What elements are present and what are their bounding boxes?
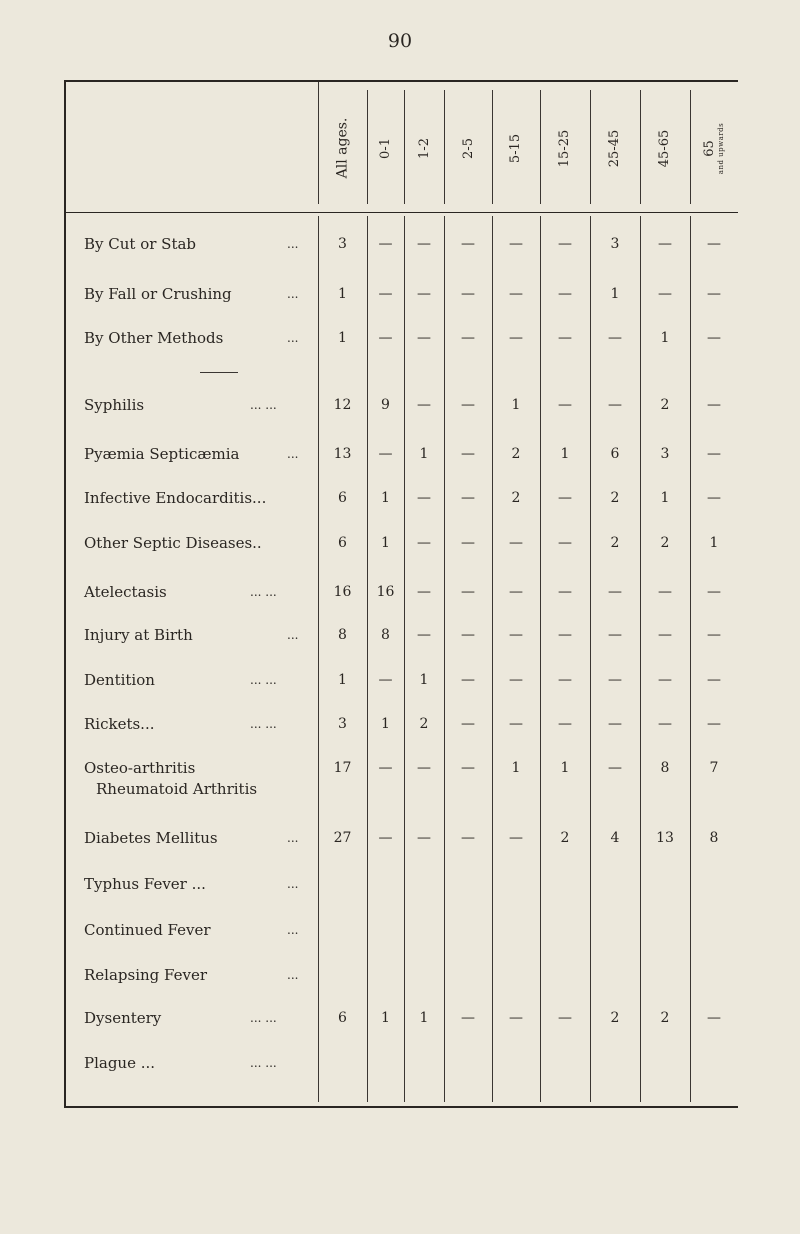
row-label: Continued Fever bbox=[84, 921, 211, 939]
table-cell: 12 bbox=[333, 397, 352, 413]
table-cell: 3 bbox=[660, 446, 670, 462]
column-header-label: 0-1 bbox=[378, 137, 393, 159]
table-cell: 9 bbox=[381, 397, 390, 413]
column-rule bbox=[492, 216, 493, 1102]
table-cell: — bbox=[378, 286, 393, 302]
table-cell: 8 bbox=[338, 627, 347, 643]
table-cell: — bbox=[417, 397, 431, 413]
table-cell: — bbox=[707, 446, 721, 462]
table-cell: 6 bbox=[338, 535, 347, 551]
table-cell: — bbox=[509, 535, 523, 551]
table-cell: — bbox=[509, 716, 523, 732]
column-header-note: and upwards bbox=[717, 122, 726, 174]
table-cell: — bbox=[461, 446, 475, 462]
table-cell: 8 bbox=[660, 760, 670, 776]
table-cell: 3 bbox=[610, 236, 620, 252]
table-cell: 13 bbox=[656, 830, 674, 846]
table-cell: — bbox=[461, 286, 475, 302]
table-cell: 1 bbox=[511, 760, 521, 776]
table-cell: 1 bbox=[560, 446, 570, 462]
column-header bbox=[318, 96, 367, 200]
table-cell: — bbox=[608, 584, 622, 600]
row-label: Pyæmia Septicæmia bbox=[84, 445, 240, 463]
row-label: Injury at Birth bbox=[84, 626, 193, 644]
table-cell: — bbox=[461, 1010, 475, 1026]
leader-dots: ... bbox=[287, 968, 299, 982]
leader-dots: ... bbox=[287, 331, 299, 345]
table-cell: — bbox=[417, 490, 431, 506]
table-cell: — bbox=[461, 490, 475, 506]
column-header bbox=[690, 96, 738, 200]
table-cell: — bbox=[658, 584, 672, 600]
table-cell: — bbox=[378, 236, 393, 252]
column-rule bbox=[540, 216, 541, 1102]
column-header bbox=[540, 96, 590, 200]
table-cell: 6 bbox=[338, 490, 347, 506]
table-cell: — bbox=[378, 446, 393, 462]
table-cell: 1 bbox=[560, 760, 570, 776]
table-cell: — bbox=[707, 1010, 721, 1026]
row-label: Rickets... bbox=[84, 715, 155, 733]
table-cell: 2 bbox=[610, 535, 620, 551]
column-rule bbox=[690, 216, 691, 1102]
table-cell: — bbox=[461, 330, 475, 346]
row-label: Dentition bbox=[84, 671, 155, 689]
table-cell: — bbox=[461, 627, 475, 643]
table-cell: 1 bbox=[660, 490, 670, 506]
table-cell: 6 bbox=[338, 1010, 347, 1026]
table-cell: — bbox=[608, 672, 622, 688]
table-cell: — bbox=[707, 330, 721, 346]
table-cell: 8 bbox=[709, 830, 719, 846]
table-cell: — bbox=[509, 584, 523, 600]
row-label-line2: Rheumatoid Arthritis bbox=[96, 780, 258, 798]
table-cell: — bbox=[509, 672, 523, 688]
column-header bbox=[404, 96, 444, 200]
table-cell: 1 bbox=[610, 286, 620, 302]
leader-dots: ... ... bbox=[250, 398, 277, 412]
column-header bbox=[367, 96, 404, 200]
table-cell: 1 bbox=[709, 535, 719, 551]
row-label: Atelectasis bbox=[84, 583, 167, 601]
table-cell: — bbox=[558, 672, 572, 688]
column-rule bbox=[444, 216, 445, 1102]
table-cell: — bbox=[558, 397, 572, 413]
table-cell: — bbox=[558, 627, 572, 643]
table-cell: — bbox=[707, 716, 721, 732]
table-cell: 4 bbox=[610, 830, 620, 846]
table-cell: 2 bbox=[419, 716, 429, 732]
table-cell: — bbox=[509, 286, 523, 302]
table-cell: — bbox=[461, 672, 475, 688]
leader-dots: ... bbox=[287, 923, 299, 937]
row-label: Infective Endocarditis... bbox=[84, 489, 267, 507]
table-cell: — bbox=[707, 286, 721, 302]
table-cell: — bbox=[509, 330, 523, 346]
table-cell: — bbox=[417, 760, 431, 776]
column-header-label: 15-25 bbox=[557, 129, 573, 167]
table-cell: 1 bbox=[381, 490, 390, 506]
table-cell: — bbox=[417, 330, 431, 346]
table-cell: 2 bbox=[660, 1010, 670, 1026]
table-cell: — bbox=[658, 716, 672, 732]
table-cell: — bbox=[558, 236, 572, 252]
column-rule bbox=[318, 216, 319, 1102]
row-label: Other Septic Diseases.. bbox=[84, 534, 262, 552]
section-separator bbox=[200, 372, 238, 373]
table-cell: 2 bbox=[610, 490, 620, 506]
table-cell: 6 bbox=[610, 446, 620, 462]
table-cell: — bbox=[417, 535, 431, 551]
leader-dots: ... ... bbox=[250, 1011, 277, 1025]
table-cell: 2 bbox=[560, 830, 570, 846]
table-cell: — bbox=[461, 760, 475, 776]
table-cell: 1 bbox=[419, 672, 429, 688]
header-rule bbox=[64, 212, 738, 213]
table-cell: — bbox=[461, 236, 475, 252]
table-cell: 16 bbox=[376, 584, 395, 600]
table-cell: 1 bbox=[338, 330, 347, 346]
table-cell: — bbox=[558, 535, 572, 551]
table-cell: 27 bbox=[333, 830, 352, 846]
leader-dots: ... ... bbox=[250, 717, 277, 731]
table-cell: — bbox=[417, 627, 431, 643]
leader-dots: ... ... bbox=[250, 673, 277, 687]
column-rule bbox=[590, 216, 591, 1102]
table-cell: — bbox=[707, 490, 721, 506]
leader-dots: ... bbox=[287, 877, 299, 891]
column-header-label: 25-45 bbox=[607, 129, 623, 167]
row-label: Osteo-arthritis bbox=[84, 759, 196, 777]
table-cell: — bbox=[608, 716, 622, 732]
leader-dots: ... bbox=[287, 447, 299, 461]
leader-dots: ... ... bbox=[250, 585, 277, 599]
table-cell: — bbox=[378, 760, 393, 776]
table-cell: — bbox=[608, 627, 622, 643]
table-cell: — bbox=[658, 672, 672, 688]
table-cell: 7 bbox=[709, 760, 719, 776]
table-cell: — bbox=[707, 672, 721, 688]
table-cell: — bbox=[707, 584, 721, 600]
table-cell: — bbox=[461, 716, 475, 732]
row-label: Relapsing Fever bbox=[84, 966, 208, 984]
table-cell: — bbox=[658, 627, 672, 643]
table-cell: — bbox=[461, 584, 475, 600]
leader-dots: ... bbox=[287, 237, 299, 251]
table-cell: — bbox=[461, 397, 475, 413]
table-cell: — bbox=[558, 286, 572, 302]
table-cell: 2 bbox=[660, 535, 670, 551]
column-header bbox=[492, 96, 540, 200]
table-cell: 2 bbox=[511, 446, 521, 462]
leader-dots: ... bbox=[287, 628, 299, 642]
column-header bbox=[444, 96, 492, 200]
table-cell: 16 bbox=[333, 584, 352, 600]
table-cell: — bbox=[461, 535, 475, 551]
table-cell: — bbox=[558, 330, 572, 346]
leader-dots: ... bbox=[287, 287, 299, 301]
table-cell: — bbox=[509, 236, 523, 252]
table-cell: 1 bbox=[419, 446, 429, 462]
page-number: 90 bbox=[387, 30, 413, 52]
leader-dots: ... bbox=[287, 831, 299, 845]
table-cell: 2 bbox=[660, 397, 670, 413]
table-cell: — bbox=[707, 627, 721, 643]
table-cell: — bbox=[608, 397, 622, 413]
row-label: By Cut or Stab bbox=[84, 235, 197, 253]
table-cell: 1 bbox=[338, 672, 347, 688]
column-header-label: 5-15 bbox=[508, 133, 524, 163]
table-cell: 1 bbox=[660, 330, 670, 346]
table-cell: — bbox=[608, 330, 622, 346]
table-cell: 13 bbox=[333, 446, 352, 462]
table-cell: — bbox=[509, 627, 523, 643]
table-cell: — bbox=[417, 830, 431, 846]
table-cell: — bbox=[608, 760, 622, 776]
table-cell: — bbox=[558, 584, 572, 600]
row-label: By Fall or Crushing bbox=[84, 285, 232, 303]
column-header bbox=[640, 96, 690, 200]
table-cell: 1 bbox=[381, 535, 390, 551]
column-header-label: 2-5 bbox=[460, 137, 476, 159]
table-cell: — bbox=[417, 236, 431, 252]
table-cell: — bbox=[558, 716, 572, 732]
table-cell: 1 bbox=[381, 716, 390, 732]
column-header-label: 65 bbox=[702, 139, 718, 157]
table-cell: — bbox=[378, 672, 393, 688]
table-cell: — bbox=[707, 397, 721, 413]
table-cell: — bbox=[658, 286, 672, 302]
column-rule bbox=[367, 216, 368, 1102]
row-label: Dysentery bbox=[84, 1009, 162, 1027]
column-header bbox=[590, 96, 640, 200]
table-cell: — bbox=[509, 830, 523, 846]
table-cell: 2 bbox=[511, 490, 521, 506]
table-cell: — bbox=[378, 330, 393, 346]
column-header-label: 45-65 bbox=[657, 129, 673, 167]
table-cell: — bbox=[658, 236, 672, 252]
table-cell: — bbox=[558, 1010, 572, 1026]
table-cell: — bbox=[378, 830, 393, 846]
column-rule bbox=[404, 216, 405, 1102]
table-cell: — bbox=[417, 286, 431, 302]
column-header-label: 1-2 bbox=[416, 137, 432, 159]
column-header-label: All ages. bbox=[334, 117, 351, 179]
table-cell: 2 bbox=[610, 1010, 620, 1026]
table-cell: — bbox=[509, 1010, 523, 1026]
row-label: Diabetes Mellitus bbox=[84, 829, 218, 847]
table-cell: — bbox=[417, 584, 431, 600]
table-cell: — bbox=[558, 490, 572, 506]
table-cell: — bbox=[707, 236, 721, 252]
table-cell: 1 bbox=[419, 1010, 429, 1026]
column-rule bbox=[640, 216, 641, 1102]
row-label: By Other Methods bbox=[84, 329, 224, 347]
table-cell: 17 bbox=[333, 760, 352, 776]
row-label: Syphilis bbox=[84, 396, 145, 414]
table-cell: 3 bbox=[338, 716, 347, 732]
table-cell: — bbox=[461, 830, 475, 846]
leader-dots: ... ... bbox=[250, 1056, 277, 1070]
row-label: Typhus Fever ... bbox=[84, 875, 206, 893]
table-cell: 3 bbox=[338, 236, 347, 252]
row-label: Plague ... bbox=[84, 1054, 156, 1072]
table-cell: 1 bbox=[338, 286, 347, 302]
table-cell: 1 bbox=[381, 1010, 390, 1026]
table-cell: 8 bbox=[381, 627, 390, 643]
table-cell: 1 bbox=[511, 397, 521, 413]
